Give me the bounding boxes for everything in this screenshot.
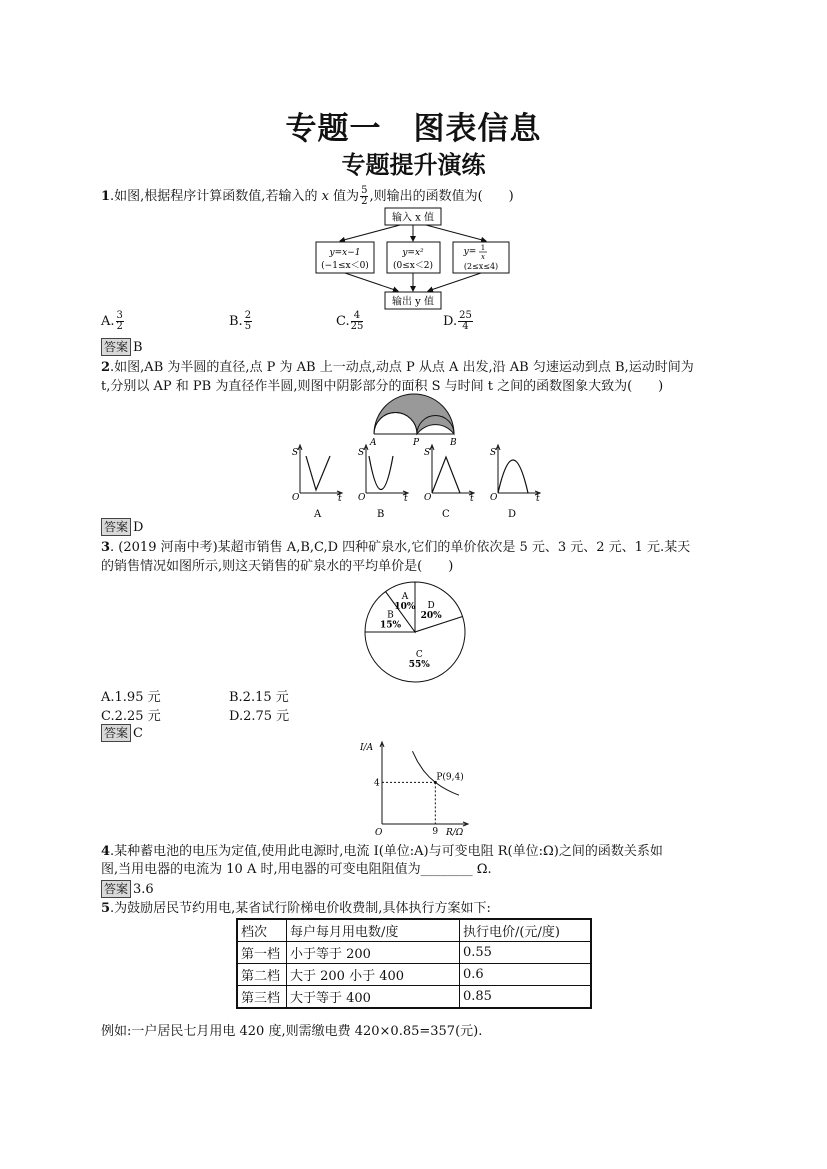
q2-point-p: P [413, 438, 420, 448]
svg-text:y=x²: y=x² [402, 248, 424, 258]
x-tick-label: 9 [432, 827, 439, 837]
q4-stem-line2: 图,当用电器的电流为 10 A 时,用电器的可变电阻阻值为________ Ω. [101, 862, 492, 877]
q3-stem-line1: 3. (2019 河南中考)某超市销售 A,B,C,D 四种矿泉水,它们的单价依次是 5 元、3 元、2 元、1 元.某天 [101, 540, 691, 555]
svg-text:t: t [536, 494, 540, 504]
svg-text:S: S [358, 448, 365, 458]
answer-badge: 答案 [101, 724, 131, 742]
graph-d-label: D [508, 509, 517, 519]
q4-current-resistance-graph [360, 738, 470, 840]
table-row: 第一档 小于等于 200 0.55 [237, 942, 591, 964]
q5-tariff-table [236, 918, 592, 1009]
q5-stem: 5.为鼓励居民节约用电,某省试行阶梯电价收费制,具体执行方案如下: [101, 901, 491, 916]
pie-percent-A: 10% [394, 602, 416, 613]
q1-option-b[interactable]: B. $\frac{2}{5}$ [229, 310, 252, 332]
q1-flowchart [300, 205, 525, 310]
q3-option-a[interactable]: A.1.95 元 [101, 690, 161, 705]
pie-label-D: D [427, 600, 435, 611]
q2-answer: 答案 D [101, 518, 731, 537]
q3-option-c[interactable]: C.2.25 元 [101, 709, 161, 724]
point-p-label: P(9,4) [436, 772, 464, 783]
q1-stem: 1.如图,根据程序计算函数值,若输入的 x 值为 $\frac{5}{2}$ ,则输出的函数值为( ) [101, 185, 514, 207]
q2-point-b: B [450, 438, 457, 448]
graph-b-curve [369, 456, 393, 490]
pie-label-A: A [401, 592, 409, 603]
q3-pie-chart [355, 580, 475, 684]
table-header-row: 档次 每户每月用电数/度 执行电价/(元/度) [237, 919, 591, 942]
q2-graph-d [484, 443, 544, 519]
answer-badge: 答案 [101, 338, 131, 356]
q1-option-c[interactable]: C. $\frac{4}{25}$ [336, 310, 364, 332]
graph-c-label: C [442, 509, 450, 519]
page-subtitle: 专题提升演练 [341, 151, 486, 179]
svg-text:y=: y= [463, 247, 477, 257]
svg-text:t: t [338, 494, 342, 504]
svg-text:t: t [404, 494, 408, 504]
answer-badge: 答案 [101, 880, 131, 898]
pie-percent-B: 15% [379, 620, 402, 631]
origin-label: O [375, 828, 383, 838]
flow-input-text: 输入 x 值 [392, 212, 434, 224]
svg-text:(0≤x＜2): (0≤x＜2) [392, 261, 434, 271]
q1-option-d[interactable]: D. $\frac{25}{4}$ [443, 310, 472, 332]
q4-stem-line1: 4.某种蓄电池的电压为定值,使用此电源时,电流 I(单位:A)与可变电阻 R(单位:Ω)之间的函数关系如 [101, 844, 663, 859]
q3-answer: 答案 C [101, 724, 731, 743]
pie-label-C: C [415, 650, 423, 661]
q3-option-b[interactable]: B.2.15 元 [229, 690, 289, 705]
q3-stem-line2: 的销售情况如图所示,则这天销售的矿泉水的平均单价是( ) [101, 559, 454, 574]
q1-answer: 答案 B [101, 338, 731, 357]
page-title: 专题一 图表信息 [285, 111, 542, 147]
svg-text:S: S [424, 448, 431, 458]
flow-output-text: 输出 y 值 [391, 296, 435, 308]
svg-text:(2≤x≤4): (2≤x≤4) [463, 262, 499, 271]
svg-text:O: O [424, 493, 432, 503]
q3-option-d[interactable]: D.2.75 元 [229, 709, 290, 724]
svg-text:1: 1 [480, 244, 486, 252]
q1-option-a[interactable]: A. $\frac{3}{2}$ [101, 310, 123, 332]
q2-semicircle-figure [364, 390, 464, 448]
pie-label-B: B [387, 610, 394, 621]
svg-text:y=x−1: y=x−1 [329, 248, 361, 258]
q4-answer: 答案 3.6 [101, 880, 731, 899]
graph-c-curve [432, 457, 460, 493]
table-row: 第二档 大于 200 小于 400 0.6 [237, 964, 591, 986]
graph-a-curve [306, 456, 330, 490]
svg-text:(−1≤x＜0): (−1≤x＜0) [321, 261, 369, 271]
graph-d-curve [498, 460, 528, 493]
svg-text:O: O [292, 493, 300, 503]
q2-stem-line2: t,分别以 AP 和 PB 为直径作半圆,则图中阴影部分的面积 S 与时间 t 之间的函数图象大致为( ) [101, 379, 664, 394]
svg-text:t: t [470, 494, 474, 504]
q1-input-fraction: $\frac{5}{2}$ [361, 185, 368, 207]
y-tick-label: 4 [374, 778, 380, 789]
q2-shaded-region [374, 394, 454, 434]
graph-a-label: A [314, 509, 322, 519]
q2-graph-a [286, 443, 346, 519]
y-axis-label: I/A [360, 743, 374, 753]
q2-graph-c [418, 443, 478, 519]
pie-percent-C: 55% [408, 660, 430, 671]
q2-graph-b [352, 443, 412, 519]
svg-text:x: x [481, 253, 485, 261]
svg-text:O: O [490, 493, 498, 503]
svg-text:S: S [292, 448, 299, 458]
graph-b-label: B [377, 509, 385, 519]
table-row: 第三档 大于等于 400 0.85 [237, 986, 591, 1009]
pie-percent-D: 20% [420, 610, 442, 621]
answer-badge: 答案 [101, 518, 131, 536]
q2-stem-line1: 2.如图,AB 为半圆的直径,点 P 为 AB 上一动点,动点 P 从点 A 出发,沿 AB 匀速运动到点 B,运动时间为 [101, 360, 694, 375]
q2-point-a: A [370, 438, 377, 448]
x-axis-label: R/Ω [446, 828, 464, 838]
svg-text:S: S [490, 448, 497, 458]
q5-example: 例如:一户居民七月用电 420 度,则需缴电费 420×0.85=357(元). [101, 1024, 483, 1039]
svg-text:O: O [358, 493, 366, 503]
